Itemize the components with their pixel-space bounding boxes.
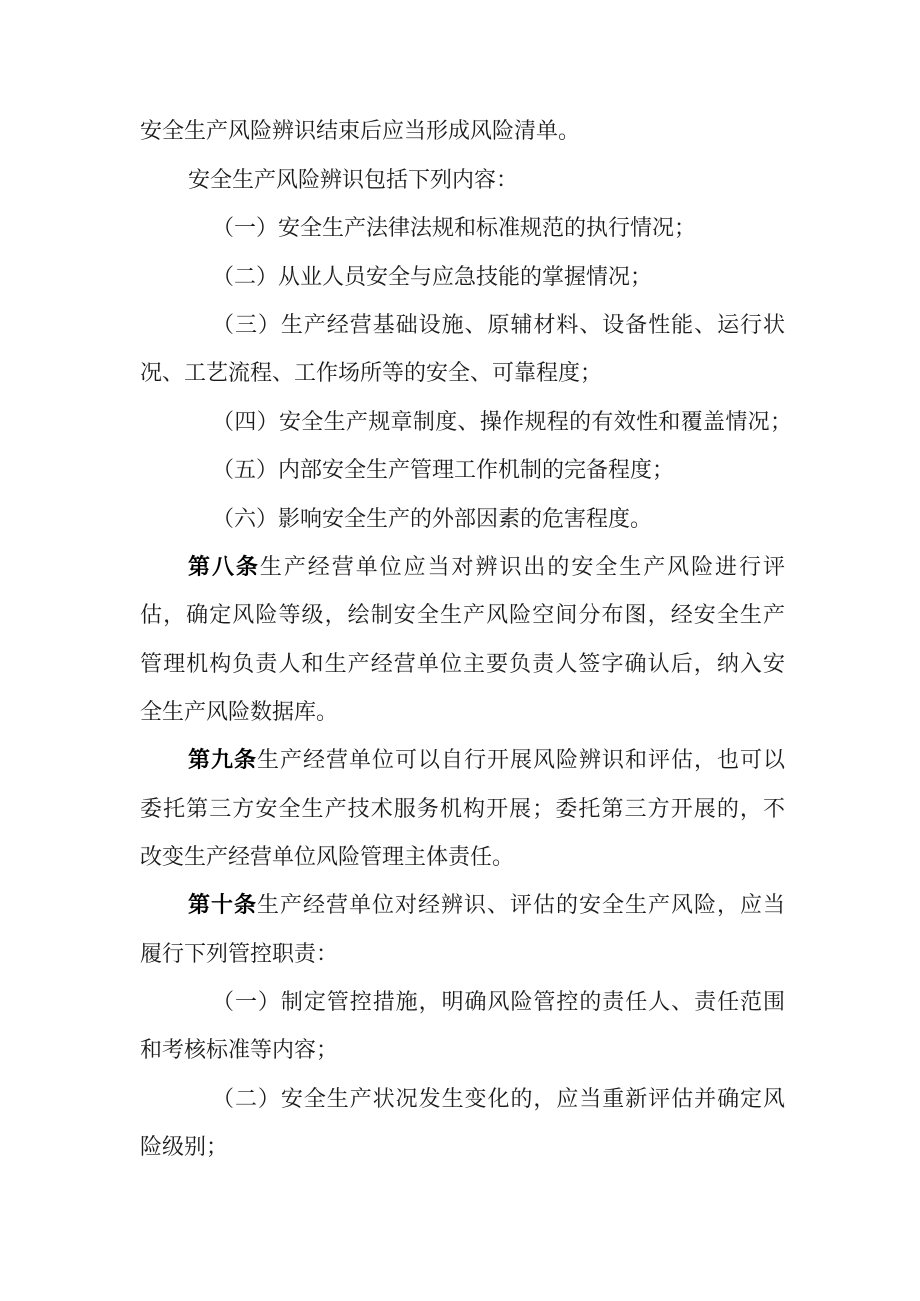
list-item: （六）影响安全生产的外部因素的危害程度。 (212, 507, 653, 532)
list-item: （三）生产经营基础设施、原辅材料、设备性能、运行状 (212, 313, 785, 338)
list-item: （一）安全生产法律法规和标准规范的执行情况； (212, 216, 697, 241)
article-10-first-line (188, 891, 785, 921)
article-8-title: 第八条 (188, 555, 260, 580)
text-line: 管理机构负责人和生产经营单位主要负责人签字确认后，纳入安 (140, 652, 785, 677)
text-line: 况、工艺流程、工作场所等的安全、可靠程度； (140, 361, 603, 386)
text-line: 安全生产风险辨识包括下列内容： (188, 168, 519, 193)
list-item: （一）制定管控措施，明确风险管控的责任人、责任范围 (212, 990, 785, 1015)
list-item: （四）安全生产规章制度、操作规程的有效性和覆盖情况； (212, 410, 792, 435)
article-9-first-line (188, 746, 785, 776)
text-line: 估，确定风险等级，绘制安全生产风险空间分布图，经安全生产 (140, 603, 785, 628)
text-line: 履行下列管控职责： (140, 942, 339, 967)
list-item: （二）从业人员安全与应急技能的掌握情况； (212, 265, 653, 290)
article-8-first-line (188, 553, 785, 583)
article-9-text: 生产经营单位可以自行开展风险辨识和评估，也可以 (257, 748, 785, 773)
article-8-text: 生产经营单位应当对辨识出的安全生产风险进行评 (259, 555, 785, 580)
article-9-title: 第九条 (188, 748, 257, 773)
text-line: 险级别； (140, 1135, 229, 1160)
text-line: 委托第三方安全生产技术服务机构开展；委托第三方开展的，不 (140, 797, 785, 822)
text-line: 安全生产风险辨识结束后应当形成风险清单。 (140, 119, 581, 144)
list-item: （五）内部安全生产管理工作机制的完备程度； (212, 458, 675, 483)
article-10-text: 生产经营单位对经辨识、评估的安全生产风险，应当 (257, 893, 785, 918)
article-10-title: 第十条 (188, 893, 257, 918)
text-line: 全生产风险数据库。 (140, 700, 339, 725)
list-item: （二）安全生产状况发生变化的，应当重新评估并确定风 (212, 1087, 785, 1112)
text-line: 和考核标准等内容； (140, 1038, 339, 1063)
text-line: 改变生产经营单位风险管理主体责任。 (140, 845, 515, 870)
